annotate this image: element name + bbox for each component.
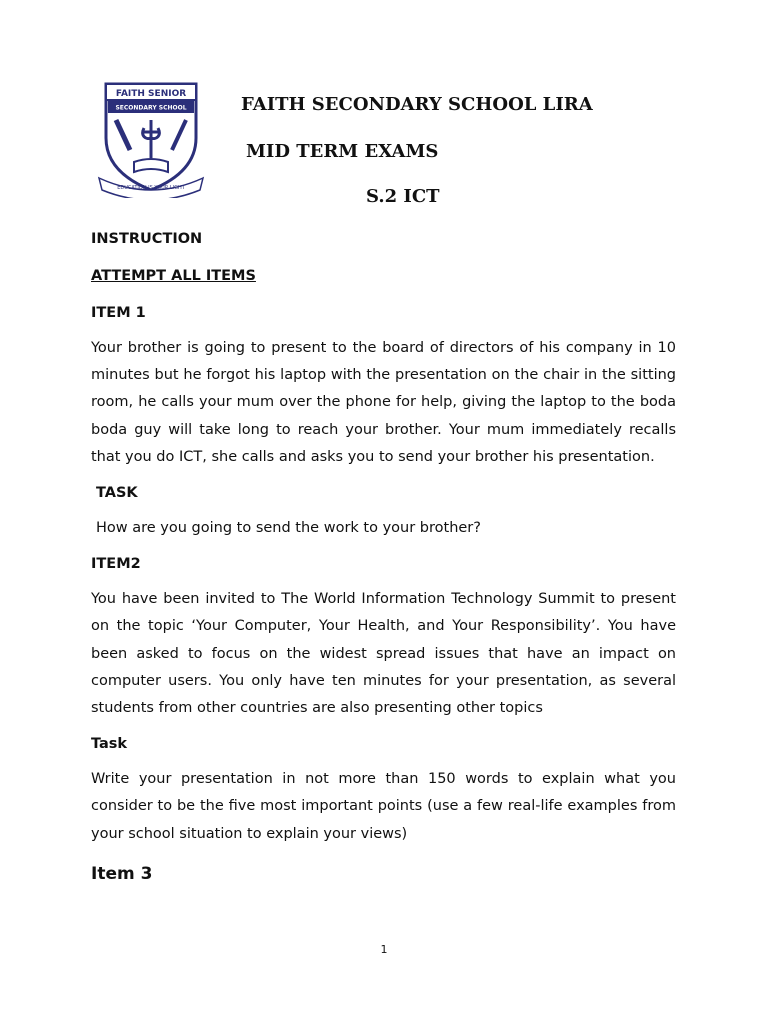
item2-task-text: Write your presentation in not more than 150 words to explain what you consider to be the five most important points (use a few real-life examples from your school situation to explain your views): [91, 771, 676, 842]
class-subject: S.2 ICT: [366, 186, 440, 207]
item2-task-heading: Task: [91, 736, 128, 753]
page-number: 1: [380, 943, 388, 956]
logo-top-text: FAITH SENIOR: [115, 89, 187, 99]
school-crest-logo: [96, 80, 206, 198]
school-name: FAITH SECONDARY SCHOOL LIRA: [241, 94, 593, 115]
exam-title: MID TERM EXAMS: [246, 141, 439, 162]
instruction-heading: INSTRUCTION: [91, 231, 203, 247]
item1-task-heading: TASK: [96, 485, 138, 502]
attempt-heading: ATTEMPT ALL ITEMS: [91, 268, 256, 284]
logo-band-text: SECONDARY SCHOOL: [115, 104, 187, 112]
item1-text: Your brother is going to present to the board of directors of his company in 10 minutes but he forgot his laptop with the presentation on the chair in the sitting room, he calls your mum over the phone for help, giving the laptop to the boda boda guy will take long to reach your brother. Your mum immediately recalls that you do ICT, she calls and asks you to send your brother his presentation.: [91, 340, 676, 465]
item2-text: You have been invited to The World Information Technology Summit to present on the topic ‘Your Computer, Your Health, and Your Responsibility’. You have been asked to focus on the widest spread issues that have an impact on computer users. You only have ten minutes for your presentation, as several students from other countries are also presenting other topics: [91, 591, 676, 717]
item1-heading: ITEM 1: [91, 305, 146, 321]
exam-body: [91, 228, 676, 886]
logo-motto: EDUCATION IS YOUR LIGHT: [117, 185, 185, 191]
item1-task-text: How are you going to send the work to your brother?: [96, 520, 481, 537]
item2-heading: ITEM2: [91, 556, 141, 573]
item3-heading: Item 3: [91, 863, 153, 884]
